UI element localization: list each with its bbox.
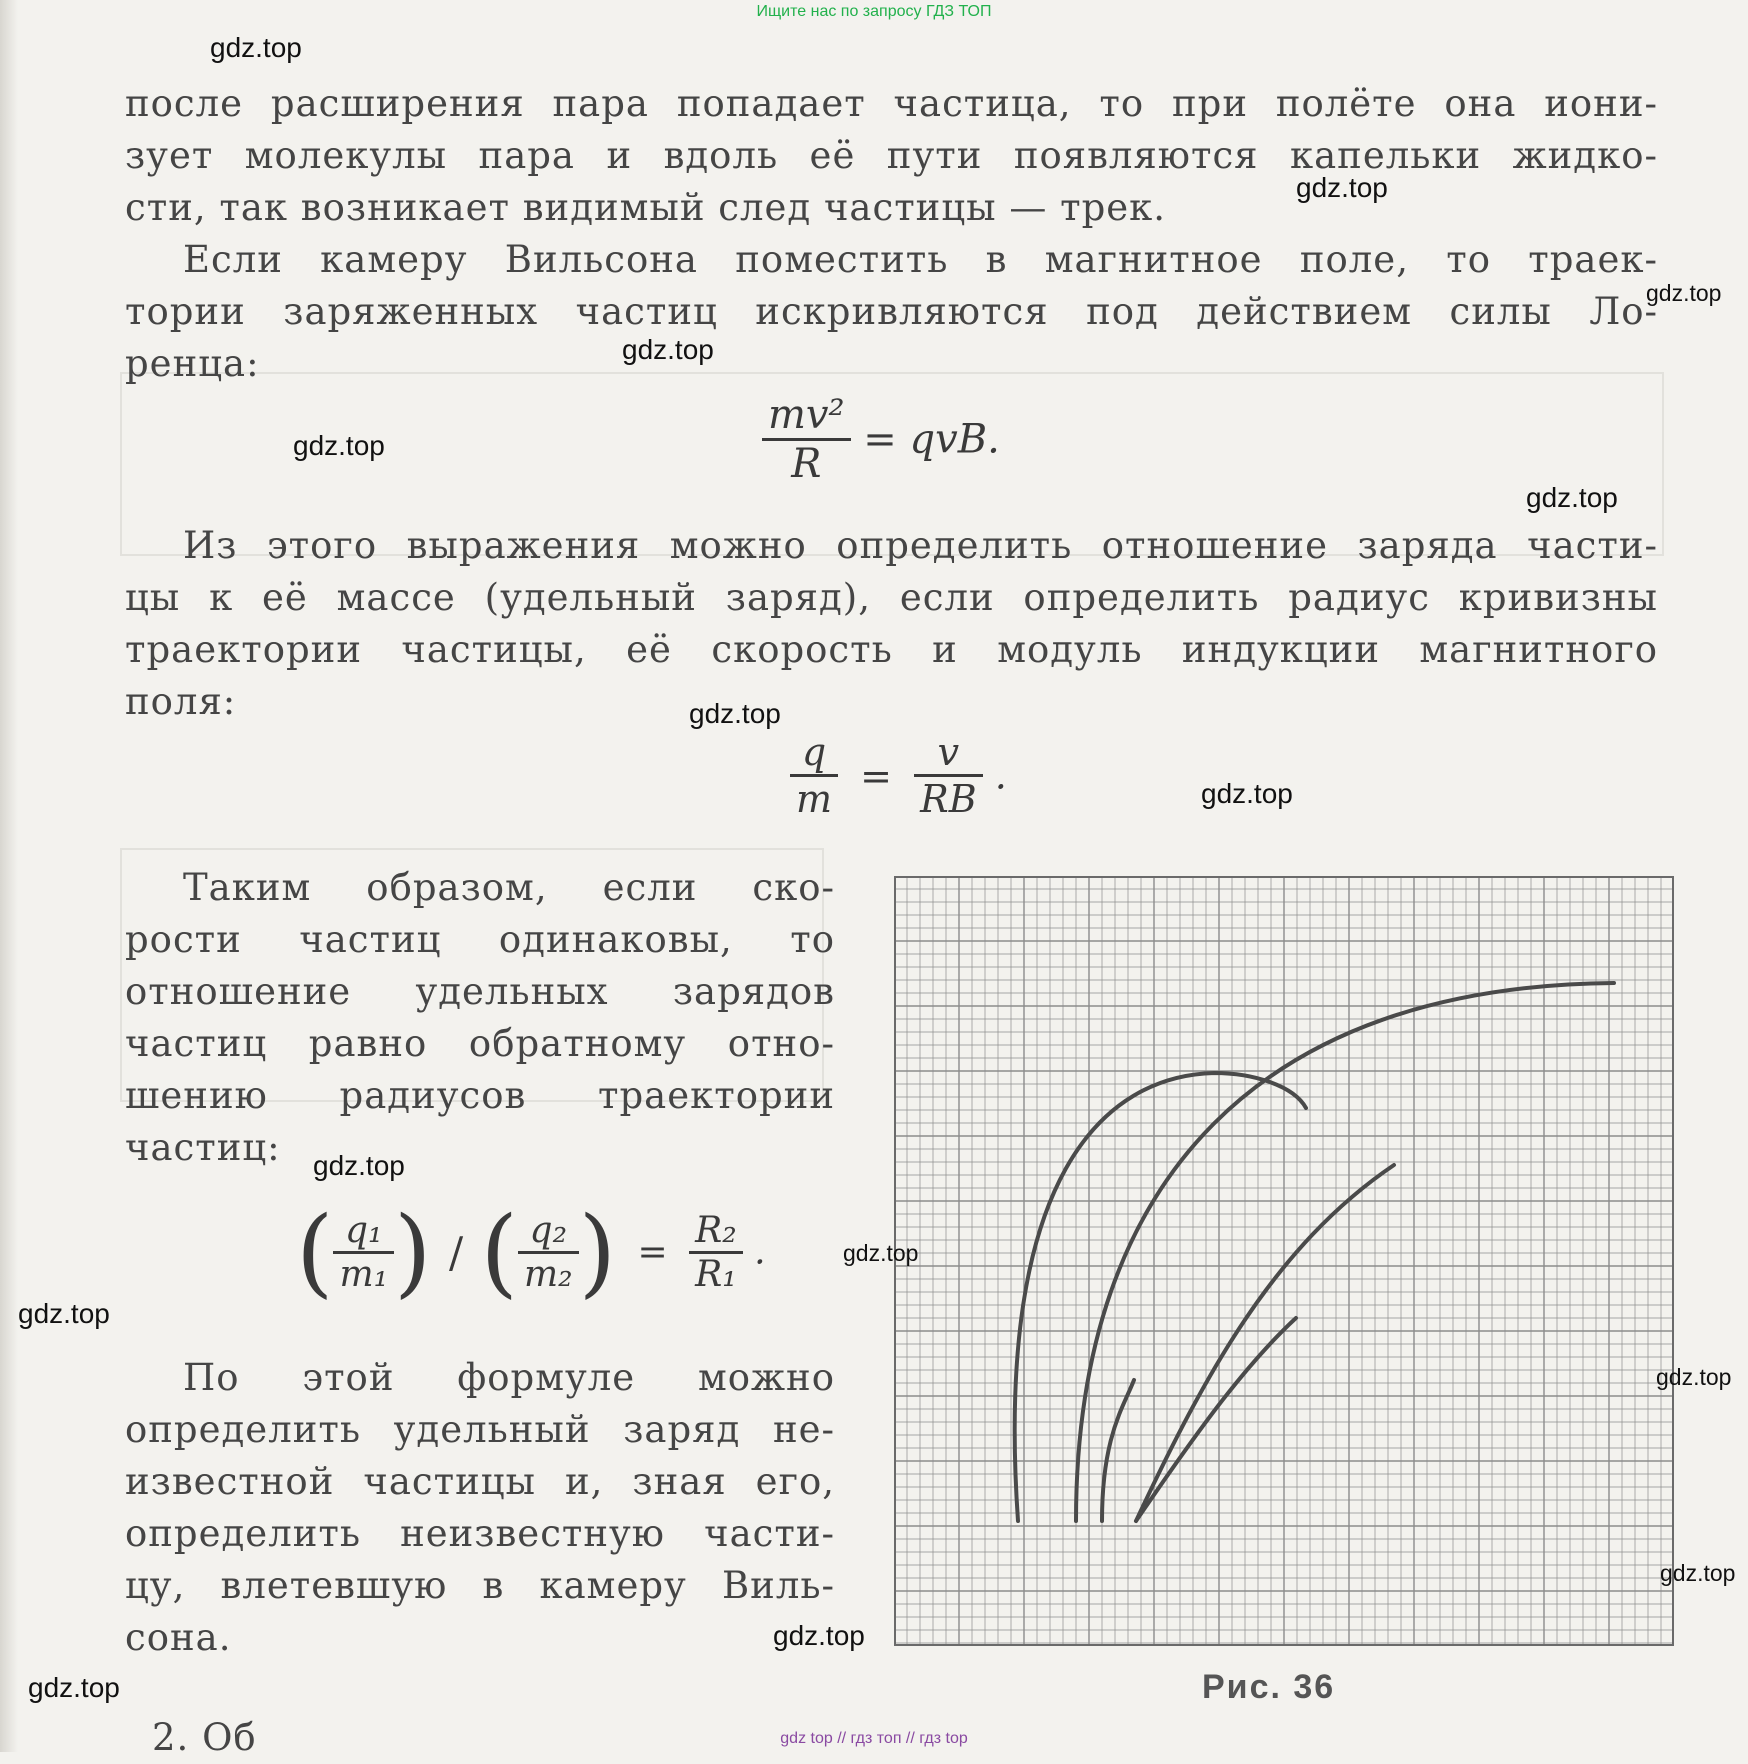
formula-denominator: RB bbox=[920, 777, 977, 821]
paragraph-line: Из этого выражения можно определить отношение заряда части- bbox=[183, 524, 1658, 567]
grid-lines bbox=[894, 876, 1674, 1646]
formula-denominator: m bbox=[796, 777, 833, 821]
paragraph-line: ренца: bbox=[125, 342, 260, 385]
watermark: gdz.top bbox=[689, 698, 781, 729]
formula-denominator: m₂ bbox=[524, 1253, 573, 1295]
formula-denominator: R bbox=[791, 441, 822, 487]
track-5 bbox=[1136, 1318, 1296, 1521]
paragraph-line: определить неизвестную части- bbox=[125, 1512, 835, 1555]
watermark: gdz.top bbox=[1526, 482, 1618, 513]
paragraph-line: частиц: bbox=[125, 1126, 281, 1169]
top-banner[interactable]: Ищите нас по запросу ГДЗ ТОП bbox=[756, 3, 992, 20]
paragraph-line: после расширения пара попадает частица, то при полёте она иони- bbox=[125, 82, 1658, 125]
paragraph-line: поля: bbox=[125, 680, 237, 723]
formula-end: . bbox=[754, 1231, 766, 1273]
right-paren: ) bbox=[394, 1196, 432, 1308]
watermark: gdz.top bbox=[18, 1298, 110, 1329]
formula-fraction bbox=[914, 730, 983, 821]
bottom-footer[interactable]: gdz top // гдз топ // гдз top bbox=[780, 1730, 968, 1747]
formula-fraction bbox=[518, 1210, 579, 1295]
formula-fraction bbox=[689, 1210, 743, 1295]
paragraph-line: траектории частицы, её скорость и модуль индукции магнитного bbox=[125, 628, 1658, 671]
formula-end: . bbox=[994, 753, 1007, 798]
watermark: gdz.top bbox=[773, 1620, 865, 1651]
track-figure bbox=[894, 876, 1674, 1646]
left-paren: ( bbox=[480, 1196, 518, 1308]
formula-fraction bbox=[790, 730, 838, 821]
watermark: gdz.top bbox=[1201, 778, 1293, 809]
paragraph-line: частиц равно обратному отно- bbox=[125, 1022, 835, 1065]
watermark: gdz.top bbox=[313, 1150, 405, 1181]
page-edge-shadow bbox=[0, 0, 18, 1752]
paragraph-line: сона. bbox=[125, 1616, 232, 1659]
watermark: gdz.top bbox=[1660, 1560, 1736, 1586]
lorentz-formula bbox=[762, 392, 1000, 487]
watermark: gdz.top bbox=[293, 430, 385, 461]
ratio-formula bbox=[296, 1196, 766, 1308]
formula-numerator: q₂ bbox=[518, 1210, 579, 1254]
watermark: gdz.top bbox=[1646, 280, 1722, 306]
figure-caption: Рис. 36 bbox=[1202, 1668, 1336, 1706]
paragraph-line: цу, влетевшую в камеру Виль- bbox=[125, 1564, 835, 1607]
formula-equals: = bbox=[637, 1231, 668, 1273]
paragraph-line: По этой формуле можно bbox=[183, 1356, 835, 1399]
watermark: gdz.top bbox=[1656, 1364, 1732, 1390]
formula-numerator: mv² bbox=[762, 392, 851, 441]
paragraph-line: определить удельный заряд не- bbox=[125, 1408, 835, 1451]
paragraph-line: рости частиц одинаковы, то bbox=[125, 918, 835, 961]
specific-charge-formula bbox=[790, 730, 1007, 821]
paragraph-line: Таким образом, если ско- bbox=[183, 866, 835, 909]
right-paren: ) bbox=[578, 1196, 617, 1308]
formula-fraction bbox=[762, 392, 851, 487]
paragraph-line: сти, так возникает видимый след частицы — трек. bbox=[125, 186, 1167, 229]
watermark: gdz.top bbox=[843, 1240, 919, 1266]
track-2 bbox=[1076, 983, 1614, 1521]
watermark: gdz.top bbox=[1296, 172, 1388, 203]
formula-equals: = bbox=[860, 753, 892, 798]
paragraph-line: шению радиусов траектории bbox=[125, 1074, 835, 1117]
watermark: gdz.top bbox=[210, 32, 302, 63]
formula-numerator: v bbox=[914, 730, 983, 777]
paragraph-line: отношение удельных зарядов bbox=[125, 970, 835, 1013]
formula-denominator: R₁ bbox=[695, 1253, 737, 1295]
formula-numerator: q₁ bbox=[333, 1210, 394, 1254]
formula-numerator: R₂ bbox=[689, 1210, 743, 1254]
formula-slash: / bbox=[448, 1227, 464, 1277]
paragraph-line: Если камеру Вильсона поместить в магнитное поле, то траек- bbox=[183, 238, 1658, 281]
paragraph-line: цы к её массе (удельный заряд), если определить радиус кривизны bbox=[125, 576, 1658, 619]
formula-rhs: = qvB. bbox=[863, 416, 1000, 463]
paragraph-line: зует молекулы пара и вдоль её пути появляются капельки жидко- bbox=[125, 134, 1658, 177]
left-paren: ( bbox=[296, 1196, 334, 1308]
paragraph-line: тории заряженных частиц искривляются под действием силы Ло- bbox=[125, 290, 1658, 333]
formula-fraction bbox=[333, 1210, 394, 1295]
formula-denominator: m₁ bbox=[339, 1253, 389, 1295]
cut-off-heading: 2. Об bbox=[152, 1716, 257, 1759]
formula-numerator: q bbox=[790, 730, 838, 777]
watermark: gdz.top bbox=[622, 334, 714, 365]
watermark: gdz.top bbox=[28, 1672, 120, 1703]
paragraph-line: известной частицы и, зная его, bbox=[125, 1460, 835, 1503]
